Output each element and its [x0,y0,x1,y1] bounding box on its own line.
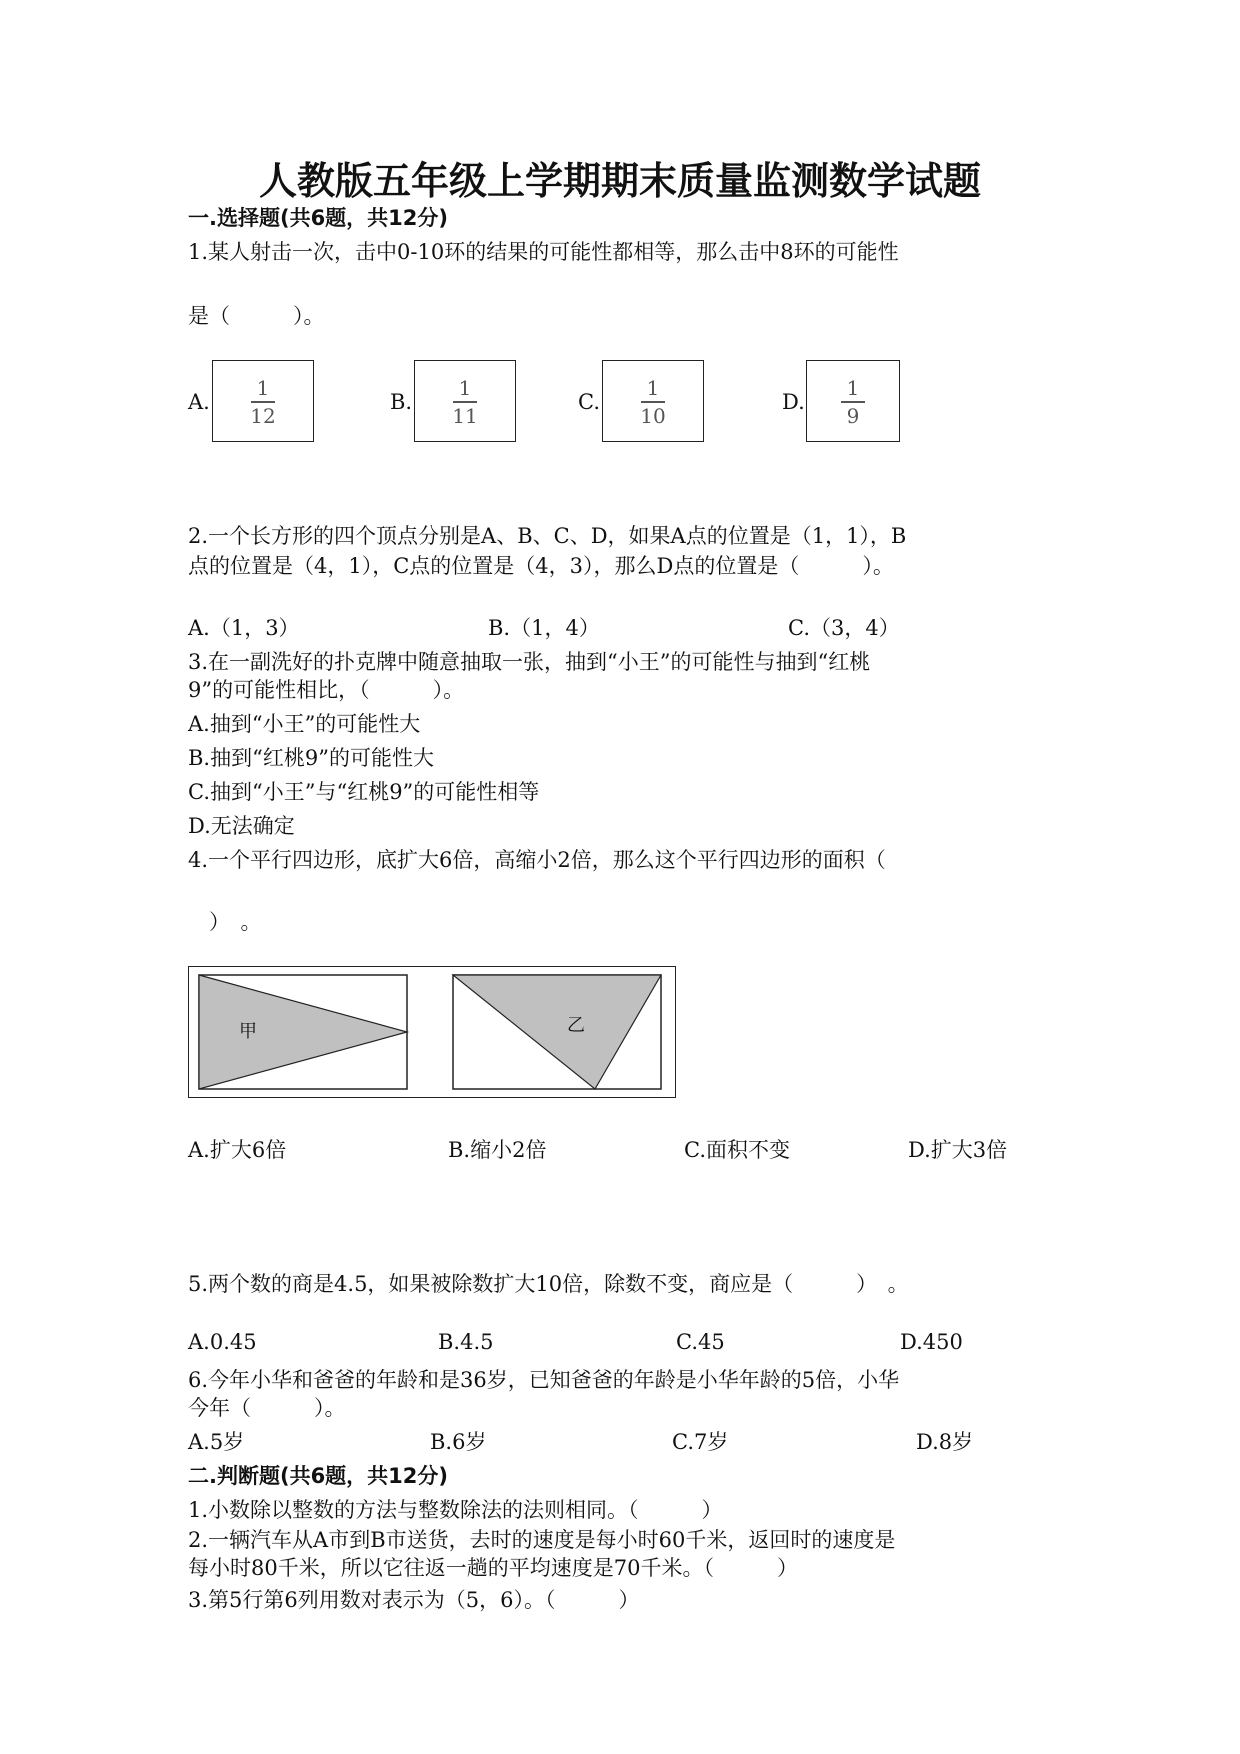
numerator: 1 [646,376,660,400]
fraction [807,377,899,427]
question-2-text: 2.一个长方形的四个顶点分别是A、B、C、D，如果A点的位置是（1，1），B [188,524,907,548]
figure-label-jia: 甲 [239,1021,257,1042]
triangle-diagram [189,967,675,1097]
fraction-bar [251,401,275,403]
q1-option-a-fraction-box[interactable] [212,360,314,442]
section-heading-choice: 一.选择题(共6题，共12分) [188,206,449,230]
q6-option-a[interactable]: A.5岁 [188,1430,245,1454]
q6-option-d[interactable]: D.8岁 [916,1430,974,1454]
q6-option-b[interactable]: B.6岁 [430,1430,487,1454]
q3-option-d[interactable]: D.无法确定 [188,814,295,838]
page-title: 人教版五年级上学期期末质量监测数学试题 [258,159,981,203]
q4-option-c[interactable]: C.面积不变 [684,1138,790,1162]
fraction [603,377,703,427]
section-heading-judgement: 二.判断题(共6题，共12分) [188,1464,449,1488]
denominator: 12 [250,403,276,428]
q2-option-a[interactable]: A.（1，3） [188,616,300,640]
fraction [415,377,515,427]
q1-option-d-label[interactable]: D. [782,390,805,414]
q5-option-c[interactable]: C.45 [676,1330,725,1354]
question-6-text-cont: 今年（ ）。 [188,1396,346,1420]
fraction [213,377,313,427]
fraction-bar [841,401,865,403]
q1-option-c-fraction-box[interactable] [602,360,704,442]
q1-option-a-label[interactable]: A. [188,390,210,414]
question-1-text-cont: 是（ ）。 [188,304,325,328]
denominator: 9 [846,403,860,428]
q3-option-b[interactable]: B.抽到“红桃9”的可能性大 [188,746,434,770]
question-3-text-cont: 9”的可能性相比，（ ）。 [188,678,465,702]
numerator: 1 [256,376,270,400]
q1-option-b-label[interactable]: B. [390,390,413,414]
question-6-text: 6.今年小华和爸爸的年龄和是36岁，已知爸爸的年龄是小华年龄的5倍，小华 [188,1368,900,1392]
fraction-bar [453,401,477,403]
numerator: 1 [846,376,860,400]
figure-label-yi: 乙 [567,1015,585,1036]
denominator: 11 [452,403,478,428]
q5-option-d[interactable]: D.450 [900,1330,963,1354]
q5-option-b[interactable]: B.4.5 [438,1330,494,1354]
fraction-bar [641,401,665,403]
q4-option-a[interactable]: A.扩大6倍 [188,1138,287,1162]
q4-option-d[interactable]: D.扩大3倍 [908,1138,1008,1162]
question-2-text-cont: 点的位置是（4，1），C点的位置是（4，3），那么D点的位置是（ ）。 [188,554,894,578]
q3-option-c[interactable]: C.抽到“小王”与“红桃9”的可能性相等 [188,780,540,804]
q6-option-c[interactable]: C.7岁 [672,1430,729,1454]
judgement-item-1: 1.小数除以整数的方法与整数除法的法则相同。（ ） [188,1498,723,1522]
judgement-item-3: 3.第5行第6列用数对表示为（5，6）。（ ） [188,1588,640,1612]
question-4-text: 4.一个平行四边形，底扩大6倍，高缩小2倍，那么这个平行四边形的面积（ [188,848,886,872]
question-4-text-cont: ） 。 [188,910,262,934]
judgement-item-2: 2.一辆汽车从A市到B市送货，去时的速度是每小时60千米，返回时的速度是 [188,1528,896,1552]
judgement-item-2-cont: 每小时80千米，所以它往返一趟的平均速度是70千米。（ ） [188,1556,798,1580]
question-5-text: 5.两个数的商是4.5，如果被除数扩大10倍，除数不变，商应是（ ） 。 [188,1272,909,1296]
q1-option-b-fraction-box[interactable] [414,360,516,442]
q4-option-b[interactable]: B.缩小2倍 [448,1138,547,1162]
numerator: 1 [458,376,472,400]
question-3-text: 3.在一副洗好的扑克牌中随意抽取一张，抽到“小王”的可能性与抽到“红桃 [188,650,871,674]
question-1-text: 1.某人射击一次，击中0-10环的结果的可能性都相等，那么击中8环的可能性 [188,240,899,264]
q3-option-a[interactable]: A.抽到“小王”的可能性大 [188,712,421,736]
q4-figure [188,966,676,1098]
denominator: 10 [640,403,666,428]
q1-option-c-label[interactable]: C. [578,390,600,414]
q1-option-d-fraction-box[interactable] [806,360,900,442]
q2-option-c[interactable]: C.（3，4） [788,616,900,640]
q2-option-b[interactable]: B.（1，4） [488,616,600,640]
q5-option-a[interactable]: A.0.45 [188,1330,257,1354]
